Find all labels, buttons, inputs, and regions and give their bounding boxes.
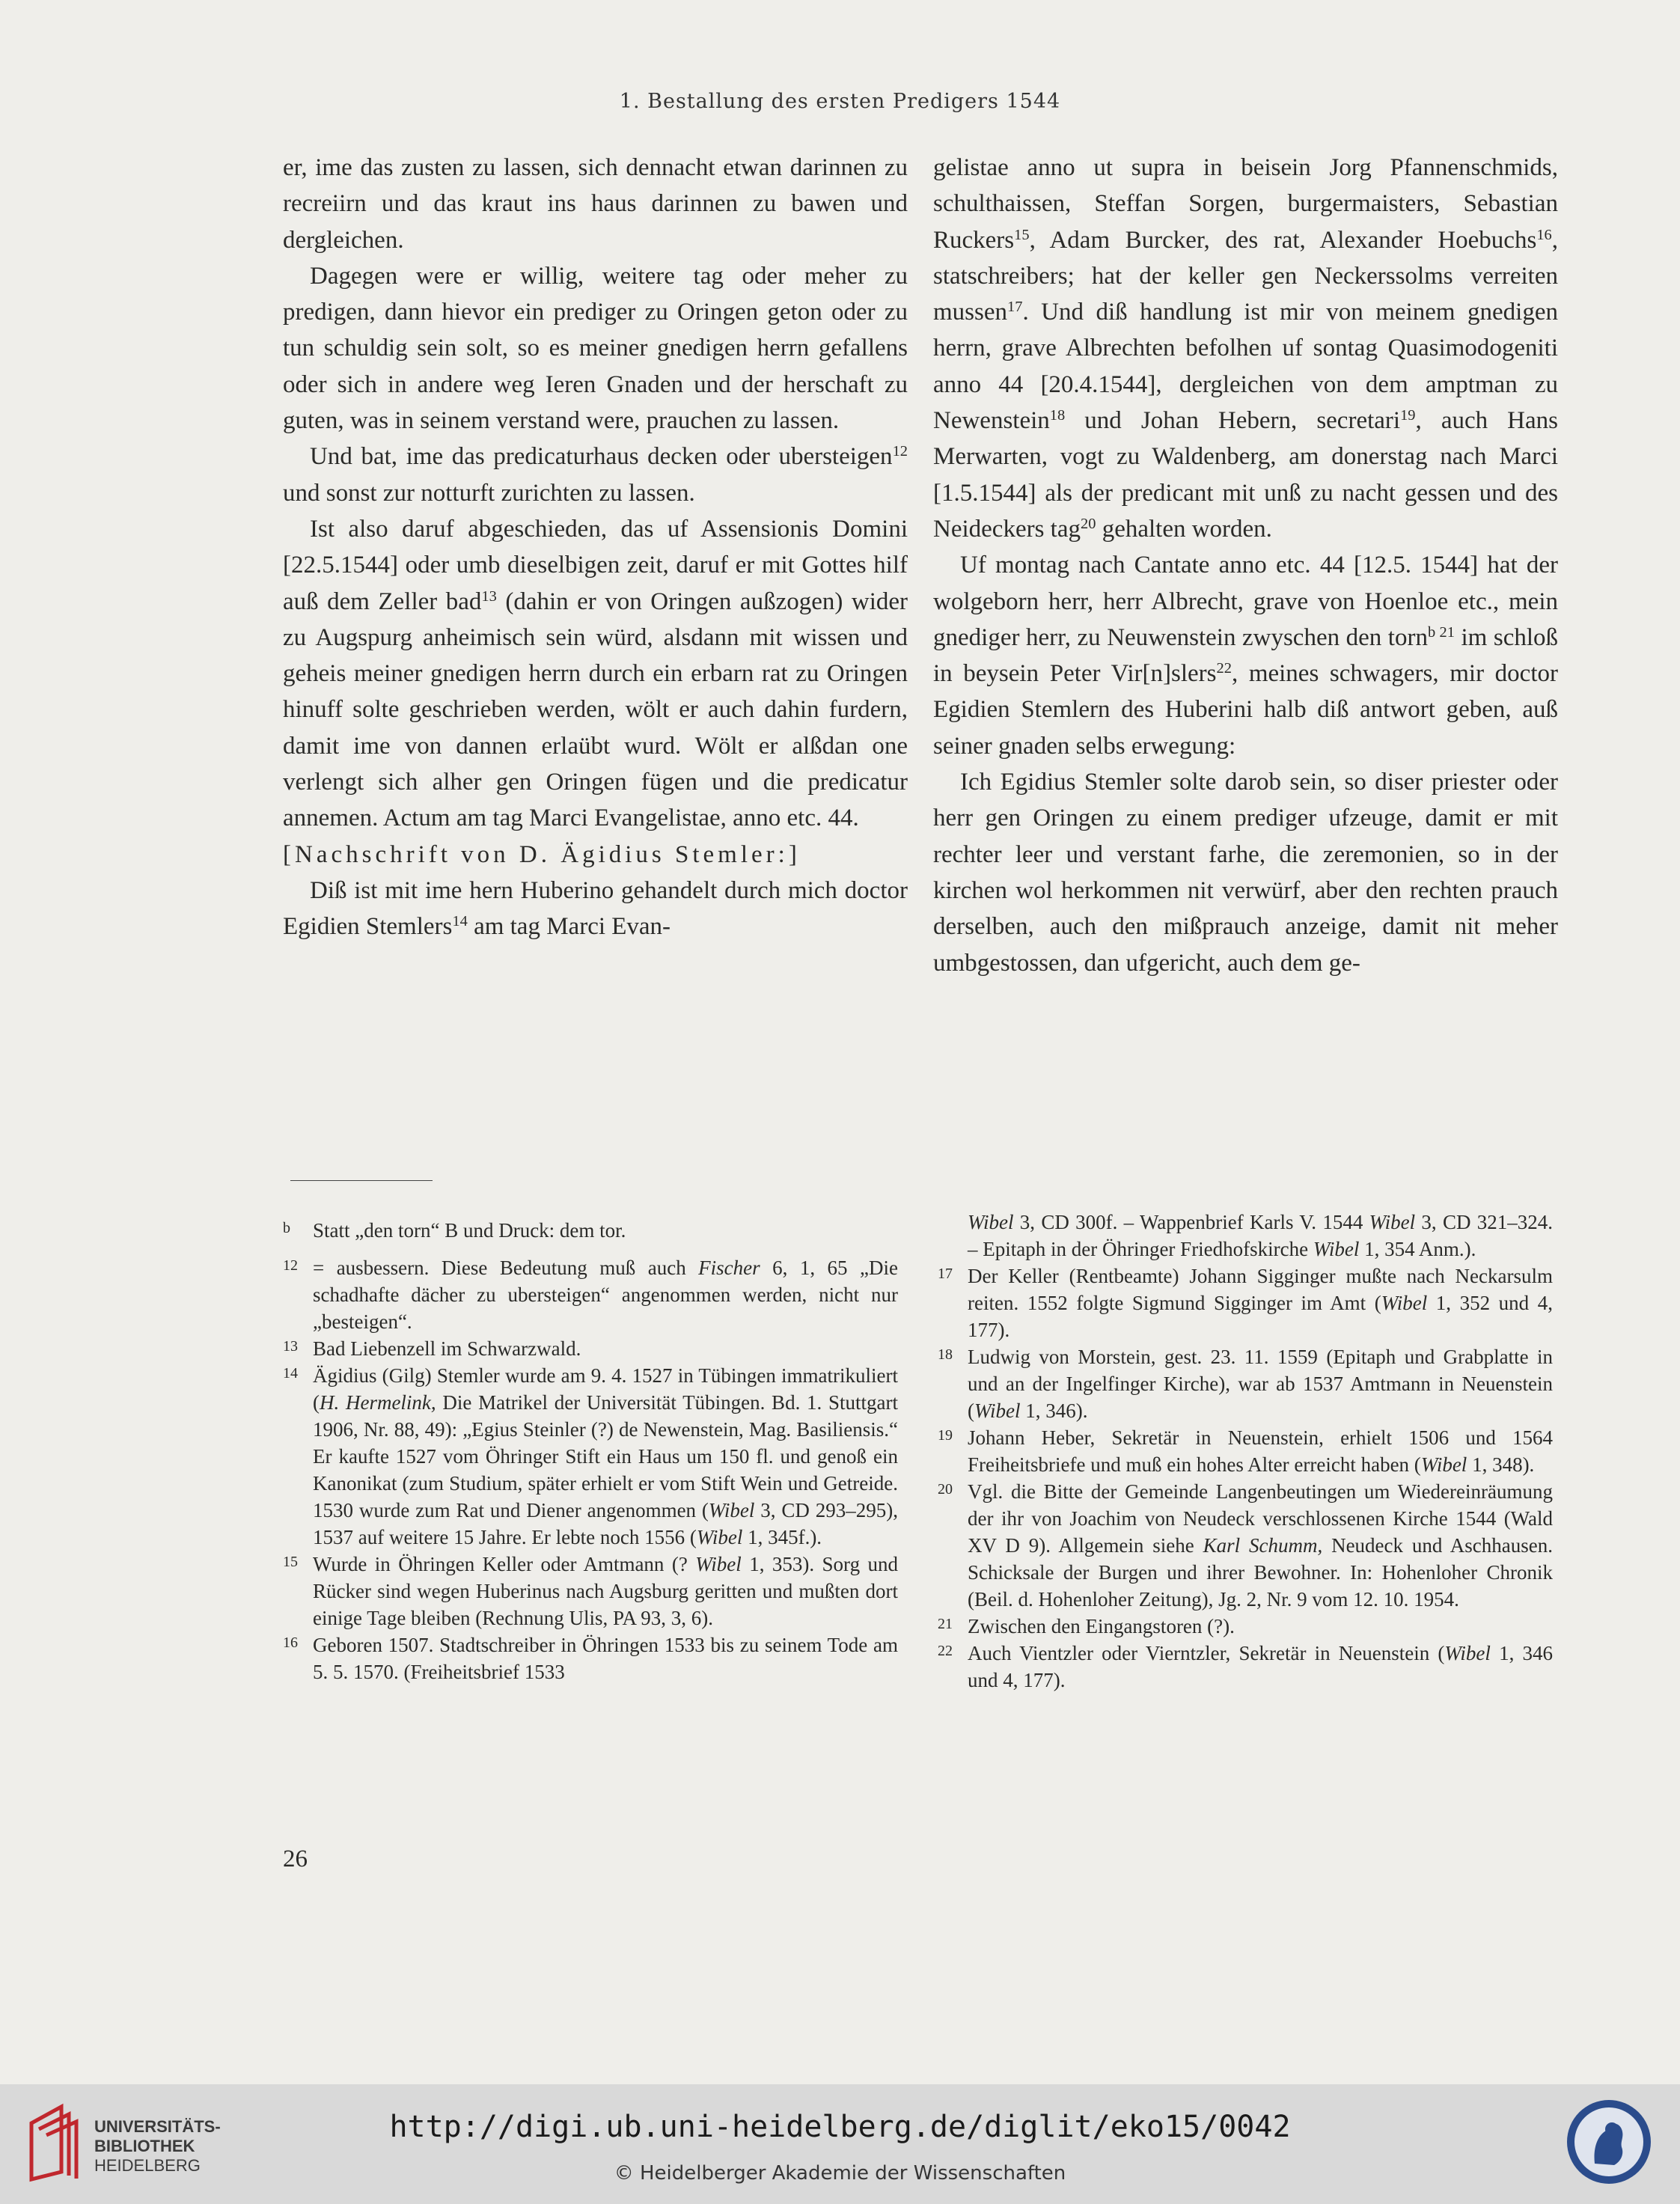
footnote-text: Der Keller (Rentbeamte) Johann Sigginger mußte nach Neckarsulm reiten. 1552 folgte Sigmund Sigginger im Amt (Wibel 1, 352 und 4, 177). [968,1265,1554,1341]
footnote-text: Ludwig von Morstein, gest. 23. 11. 1559 (Epitaph und Grabplatte in und an der Ingelfinger Kirche), war ab 1537 Amtmann in Neuenstein (Wibel 1, 346). [968,1346,1553,1422]
footnote-mark: b [283,1220,290,1236]
footnote [283,1217,898,1244]
running-head: 1. Bestallung des ersten Predigers 1544 [619,90,1061,113]
permalink-url[interactable]: http://digi.ub.uni-heidelberg.de/diglit/eko15/0042 [389,2110,1291,2144]
footnote-text: Zwischen den Eingangstoren (?). [968,1615,1235,1637]
footnote-text: Vgl. die Bitte der Gemeinde Langenbeutingen um Wiedereinräumung der ihr von Joachim von Neudeck verschlossenen Kirche 1544 (Wald XV D 9). Allgemein siehe Karl Schumm, Neudeck und Aschhausen. Schicksale der Burgen und ihrer Bewohner. In: Hohenloher Chronik (Beil. d. Hohenloher Zeitung), Jg. 2, Nr. 9 vom 12. 10. 1954. [968,1480,1553,1611]
section-heading: [Nachschrift von D. Ägidius Stemler:] [283,840,801,868]
footnote [938,1343,1553,1424]
right-column-paragraph: Ich Egidius Stemler solte darob sein, so diser priester oder herr gen Oringen zu einem prediger ufzeuge, damit er mit rechter leer und verstant farhe, die zeremonien, so in der kirchen wol herkommen nit verwürf, aber den rechten prauch derselben, auch den mißprauch anzeige, damit nit meher umbgestossen, dan ufgericht, auch dem ge- [933,769,1558,977]
footnote-mark: 14 [283,1365,298,1382]
footnote [938,1478,1553,1613]
footnote-mark: 16 [283,1634,298,1651]
left-column-paragraph: Und bat, ime das predicaturhaus decken oder ubersteigen$^{12}$ und sonst zur notturft zurichten zu lassen. [283,443,908,507]
footnote-text: Auch Vientzler oder Vierntzler, Sekretär in Neuenstein (Wibel 1, 346 und 4, 177). [968,1642,1553,1691]
footnote-mark: 20 [938,1481,953,1498]
footnote-mark: 13 [283,1338,298,1355]
page-number: 26 [283,1846,308,1872]
footnote [938,1263,1553,1343]
footnote [283,1631,898,1685]
footnote [938,1424,1553,1478]
right-column-paragraph: gelistae anno ut supra in beisein Jorg Pfannenschmids, schulthaissen, Steffan Sorgen, burgermaisters, Sebastian Ruckers$^{15}$, Adam Burcker, des rat, Alexander Hoebuchs$^{16}$, statschreibers; hat der keller gen Neckerssolms verreiten mussen$^{17}$. Und diß handlung ist mir von meinem gnedigen herrn, grave Albrechten befolhen uf sontag Quasimodogeniti anno 44 [20.4.1544], dergleichen von dem amptman zu Newenstein$^{18}$ und Johan Hebern, secretari$^{19}$, auch Hans Merwarten, vogt zu Waldenberg, am donerstag nach Marci [1.5.1544] als der predicant mit unß zu nacht gessen und des Neideckers tag$^{20}$ gehalten worden. [933,154,1558,543]
footnote-mark: 17 [938,1266,953,1282]
footnote-text: Wurde in Öhringen Keller oder Amtmann (? Wibel 1, 353). Sorg und Rücker sind wegen Huberinus nach Augsburg geritten und mußten dort einige Tage bleiben (Rechnung Ulis, PA 93, 3, 6). [313,1553,898,1629]
left-column-paragraph: Dagegen were er willig, weitere tag oder meher zu predigen, dann hievor ein prediger zu Oringen geton oder zu tun schuldig sein solt, so es meiner gnedigen herrn gefallens oder sich in andere weg Ieren Gnaden und der herschaft zu guten, was in seinem verstand were, prauchen zu lassen. [283,262,908,435]
footnote [938,1613,1553,1640]
footnote-text: = ausbessern. Diese Bedeutung muß auch Fischer 6, 1, 65 „Die schadhafte dächer zu ubersteigen“ angenommen werden, nicht nur „besteigen“. [313,1257,898,1333]
footnote-text: Bad Liebenzell im Schwarzwald. [313,1337,581,1360]
footnote-text: Johann Heber, Sekretär in Neuenstein, erhielt 1506 und 1564 Freiheitsbriefe und muß ein hohes Alter erreicht haben (Wibel 1, 348). [968,1426,1553,1476]
footnote-mark: 15 [283,1554,298,1570]
footnotes-left [283,1217,898,1685]
footnote [283,1254,898,1335]
footnote-text: Geboren 1507. Stadtschreiber in Öhringen 1533 bis zu seinem Tode am 5. 5. 1570. (Freiheitsbrief 1533 [313,1634,898,1683]
footnote-text: Statt „den torn“ B und Druck: dem tor. [313,1219,626,1242]
library-name[interactable]: UNIVERSITÄTS- BIBLIOTHEK HEIDELBERG [94,2117,221,2175]
footnote-mark: 21 [938,1616,953,1632]
footnote-text: Ägidius (Gilg) Stemler wurde am 9. 4. 1527 in Tübingen immatrikuliert (H. Hermelink, Die Matrikel der Universität Tübingen. Bd. 1. Stuttgart 1906, Nr. 88, 49): „Egius Steinler (?) de Newenstein, Mag. Basiliensis.“ Er kaufte 1527 vom Öhringer Stift ein Haus um 150 fl. und genoß ein Kanonikat (zum Studium, später erhielt er vom Stift Wein und Getreide. 1530 wurde zum Rat und Diener angenommen (Wibel 3, CD 293–295), 1537 auf weitere 15 Jahre. Er lebte noch 1556 (Wibel 1, 345f.). [313,1364,899,1548]
footnote-mark: 18 [938,1346,953,1363]
left-column-paragraph: er, ime das zusten zu lassen, sich dennacht etwan darinnen zu recreiirn und das kraut ins haus darinnen zu bawen und dergleichen. [283,154,908,254]
viewer-footer [0,2084,1680,2204]
footnote-separator [290,1180,433,1181]
right-text-column [933,150,1558,981]
footnote [283,1335,898,1362]
footnote-mark: 12 [283,1257,298,1274]
footnote-mark: 19 [938,1427,953,1444]
copyright-notice: © Heidelberger Akademie der Wissenschaften [614,2162,1066,2185]
academy-seal-icon[interactable] [1565,2098,1653,2186]
left-text-column [283,150,908,945]
right-column-paragraph: Uf montag nach Cantate anno etc. 44 [12.5. 1544] hat der wolgeborn herr, herr Albrecht, grave von Hoenloe etc., mein gnediger herr, zu Neuwenstein zwyschen den torn$^{b 21}$ im schloß in beysein Peter Vir[n]slers$^{22}$, meines schwagers, mir doctor Egidien Stemlern des Huberini halb diß antwort geben, auß seiner gnaden selbs erwegung: [933,552,1559,760]
footnote [283,1551,898,1631]
footnote-continuation: Wibel 3, CD 300f. – Wappenbrief Karls V. 1544 Wibel 3, CD 321–324. – Epitaph in der Öhringer Friedhofskirche Wibel 1, 354 Anm.). [968,1211,1553,1260]
footnote-mark: 22 [938,1643,953,1659]
footnote [938,1640,1553,1694]
left-column-paragraph: Diß ist mit ime hern Huberino gehandelt durch mich doctor Egidien Stemlers$^{14}$ am tag Marci Evan- [283,876,908,941]
footnotes-right [938,1209,1553,1694]
left-column-paragraph: Ist also daruf abgeschieden, das uf Assensionis Domini [22.5.1544] oder umb dieselbigen zeit, daruf er mit Gottes hilf auß dem Zeller bad$^{13}$ (dahin er von Oringen außzogen) wider zu Augspurg anheimisch sein würd, alsdann mit wissen und geheis meiner gnedigen herrn durch ein erbarn rat zu Oringen hinuff solte geschrieben werden, wölt er auch dahin furdern, damit ime von dannen erlaübt wurd. Wölt er alßdan one verlengt sich alher gen Oringen fügen und die predicatur annemen. Actum am tag Marci Evangelistae, anno etc. 44. [283,515,908,832]
footnote [283,1362,898,1551]
